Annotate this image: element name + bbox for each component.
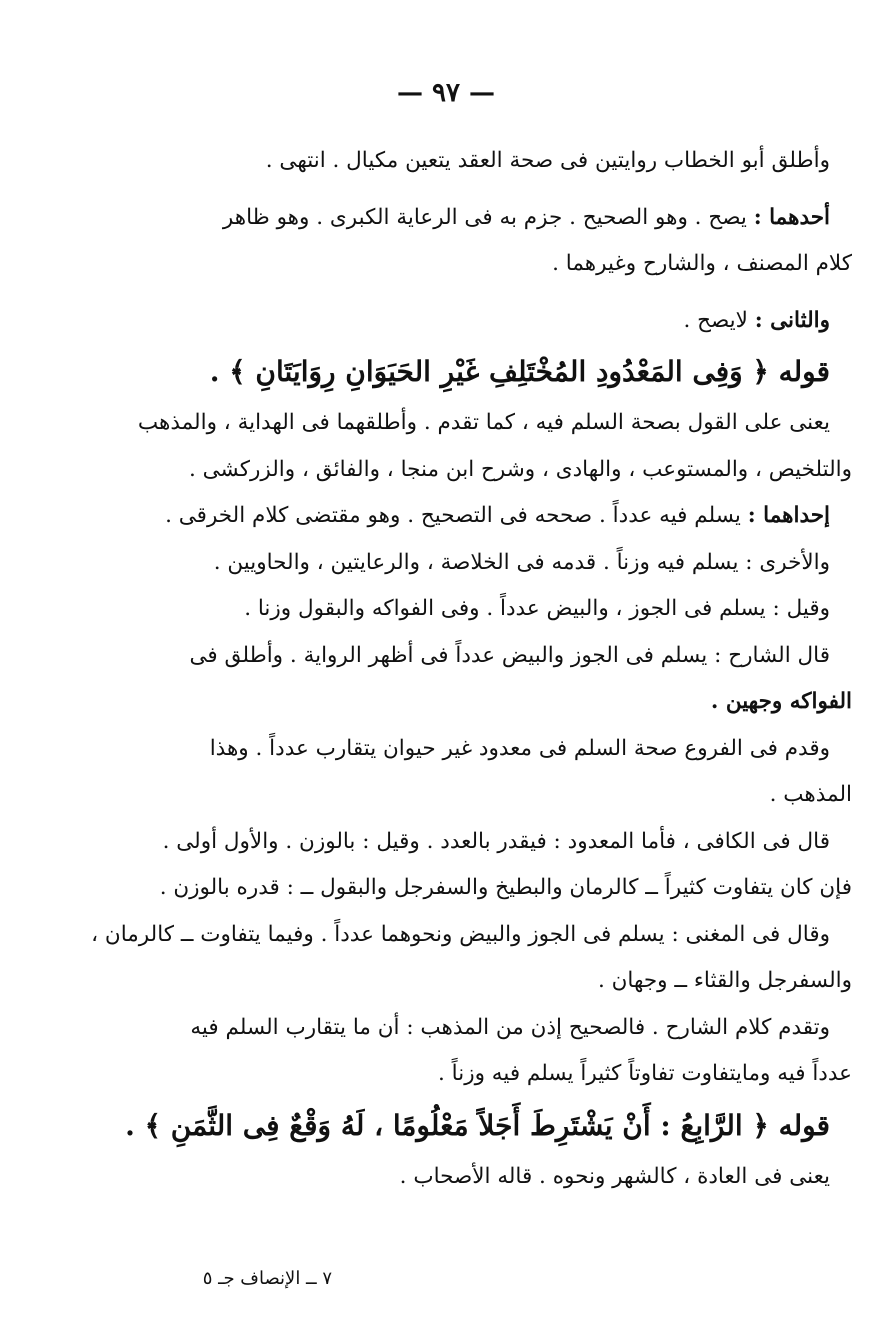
page-number: — ٩٧ — — [396, 78, 496, 108]
text-line — [42, 298, 852, 345]
text-line — [42, 865, 852, 912]
text-line — [42, 912, 852, 959]
text-line — [42, 819, 852, 866]
quote-line — [42, 1098, 852, 1154]
text-line — [42, 586, 852, 633]
line-text: ﴿ الرَّابِعُ : أَنْ يَشْتَرِطَ أَجَلاً مَعْلُومًا ، لَهُ وَقْعٌ فِى الثَّمَنِ ﴾ . — [125, 1108, 779, 1142]
body-text — [42, 138, 852, 1200]
line-text: وأطلق أبو الخطاب روايتين فى صحة العقد يتعين مكيال . انتهى . — [265, 148, 830, 173]
line-text: الفواكه وجهين . — [710, 689, 852, 714]
text-line — [42, 138, 852, 185]
line-text: ﴿ وَفِى المَعْدُودِ المُخْتَلِفِ غَيْرِ الحَيَوَانِ رِوَايَتَانِ ﴾ . — [209, 355, 779, 388]
text-line — [42, 1005, 852, 1052]
line-text: عدداً فيه ومايتفاوت تفاوتاً كثيراً يسلم فيه وزناً . — [438, 1061, 852, 1086]
line-lead: أحدهما : — [753, 204, 830, 230]
line-lead: إحداهما : — [747, 503, 830, 528]
line-text: يعنى على القول بصحة السلم فيه ، كما تقدم . وأطلقهما فى الهداية ، والمذهب — [137, 410, 830, 435]
text-line — [42, 493, 852, 540]
text-line — [42, 772, 852, 819]
footer-signature: ٧ ــ الإنصاف جـ ٥ — [202, 1268, 332, 1289]
line-text: وتقدم كلام الشارح . فالصحيح إذن من المذهب : أن ما يتقارب السلم فيه — [190, 1014, 830, 1040]
text-line — [42, 1051, 852, 1098]
line-text: يصح . وهو الصحيح . جزم به فى الرعاية الكبرى . وهو ظاهر — [222, 204, 754, 230]
text-line — [42, 679, 852, 726]
line-lead: قوله — [778, 355, 830, 388]
text-line — [42, 633, 852, 680]
text-line — [42, 400, 852, 447]
line-text: المذهب . — [769, 782, 852, 807]
text-line — [42, 241, 852, 288]
text-line — [42, 447, 852, 494]
text-line — [42, 726, 852, 773]
text-line — [42, 958, 852, 1005]
line-text: فإن كان يتفاوت كثيراً ــ كالرمان والبطيخ والسفرجل والبقول ــ : قدره بالوزن . — [159, 875, 852, 900]
line-text: والتلخيص ، والمستوعب ، والهادى ، وشرح ابن منجا ، والفائق ، والزركشى . — [188, 456, 852, 482]
line-text: قال الشارح : يسلم فى الجوز والبيض عدداً فى أظهر الرواية . وأطلق فى — [189, 642, 830, 668]
line-lead: قوله — [778, 1108, 830, 1142]
text-line — [42, 195, 852, 242]
line-text: والأخرى : يسلم فيه وزناً . قدمه فى الخلاصة ، والرعايتين ، والحاويين . — [213, 549, 830, 575]
line-text: يعنى فى العادة ، كالشهر ونحوه . قاله الأصحاب . — [399, 1163, 830, 1189]
line-text: وقيل : يسلم فى الجوز ، والبيض عدداً . وفى الفواكه والبقول وزنا . — [244, 596, 830, 621]
line-text: لايصح . — [683, 307, 755, 333]
quote-line — [42, 344, 852, 400]
text-line — [42, 540, 852, 587]
line-text: والسفرجل والقثاء ــ وجهان . — [597, 968, 852, 993]
line-text: كلام المصنف ، والشارح وغيرهما . — [552, 251, 852, 276]
line-lead: والثانى : — [754, 307, 830, 333]
line-text: يسلم فيه عدداً . صححه فى التصحيح . وهو مقتضى كلام الخرقى . — [165, 503, 748, 528]
line-text: وقدم فى الفروع صحة السلم فى معدود غير حيوان يتقارب عدداً . وهذا — [209, 735, 830, 761]
line-text: وقال فى المغنى : يسلم فى الجوز والبيض ونحوهما عدداً . وفيما يتفاوت ــ كالرمان ، — [91, 921, 830, 947]
line-text: قال فى الكافى ، فأما المعدود : فيقدر بالعدد . وقيل : بالوزن . والأول أولى . — [162, 828, 830, 854]
text-line — [42, 1154, 852, 1201]
